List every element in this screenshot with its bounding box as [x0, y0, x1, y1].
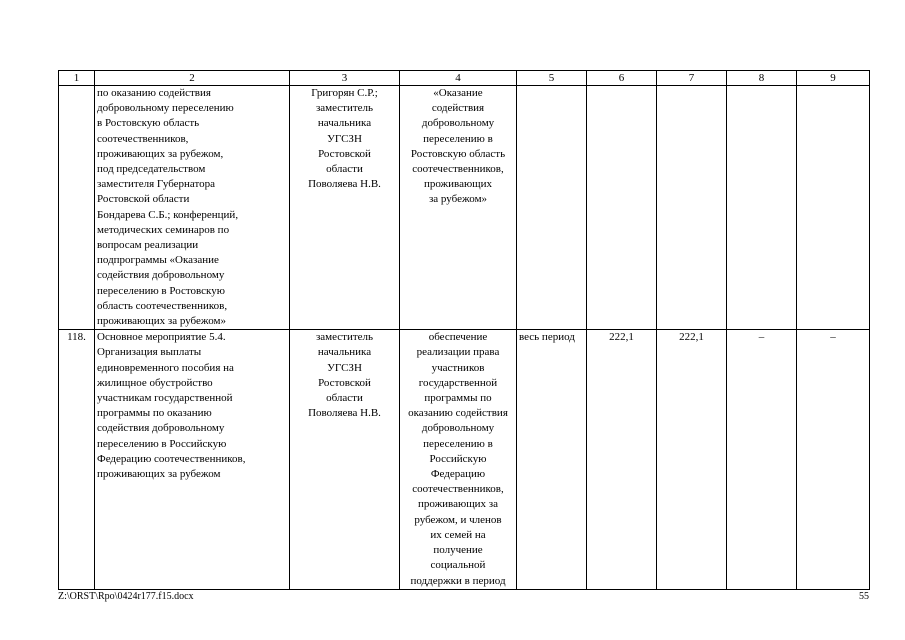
- cell-text-line: начальника: [317, 346, 372, 359]
- value-col-7: [657, 86, 727, 330]
- value-col-8: –: [727, 330, 797, 589]
- col-header-2: 2: [95, 71, 290, 86]
- responsible-executor: [290, 86, 400, 330]
- event-description: [95, 330, 290, 589]
- cell-text-line: в Ростовскую область: [97, 117, 200, 130]
- value-col-6: [587, 86, 657, 330]
- cell-text-line: Основное мероприятие 5.4.: [97, 331, 226, 344]
- cell-text-line: соотечественников,: [412, 483, 504, 496]
- col-header-6: 6: [587, 71, 657, 86]
- cell-text-line: проживающих за рубежом: [97, 468, 221, 481]
- cell-text-line: Ростовской: [318, 147, 371, 160]
- cell-text-line: Организация выплаты: [97, 346, 202, 359]
- cell-text-line: содействия добровольному: [97, 269, 225, 282]
- expected-result: [400, 330, 517, 589]
- cell-text-line: проживающих: [423, 178, 493, 191]
- cell-text-line: Поволяева Н.В.: [308, 407, 381, 420]
- cell-text-line: их семей на: [430, 528, 486, 541]
- col-header-3: 3: [290, 71, 400, 86]
- expected-result: [400, 86, 517, 330]
- cell-text-line: обеспечение: [428, 331, 488, 344]
- cell-text-line: участников: [431, 361, 485, 374]
- cell-text-line: методических семинаров по: [97, 223, 230, 236]
- value-col-6: 222,1: [587, 330, 657, 589]
- document-table: [58, 70, 870, 590]
- col-header-7: 7: [657, 71, 727, 86]
- header-row: [59, 71, 870, 86]
- cell-text-line: по оказанию содействия: [97, 87, 211, 99]
- cell-text-line: социальной: [430, 559, 486, 572]
- cell-text-line: соотечественников,: [97, 132, 189, 145]
- col-header-9: 9: [797, 71, 870, 86]
- cell-text-line: Бондарева С.Б.; конференций,: [97, 208, 239, 221]
- cell-text-line: УГСЗН: [327, 132, 362, 145]
- cell-text-line: содействия добровольному: [97, 422, 225, 435]
- page-number: 55: [859, 591, 869, 602]
- table-row: [59, 86, 870, 330]
- cell-text-line: рубежом, и членов: [414, 513, 502, 526]
- cell-text-line: жилищное обустройство: [97, 376, 213, 389]
- cell-text-line: проживающих за: [417, 498, 499, 511]
- cell-text-line: добровольному: [421, 117, 495, 130]
- cell-text-line: Федерацию: [430, 468, 486, 481]
- cell-text-line: Федерацию соотечественников,: [97, 452, 246, 465]
- cell-text-line: Российскую: [429, 452, 487, 465]
- cell-text-line: области: [326, 163, 363, 176]
- col-header-1: 1: [59, 71, 95, 86]
- cell-text-line: переселению в Российскую: [97, 437, 227, 450]
- cell-text-line: вопросам реализации: [97, 239, 199, 252]
- file-path: Z:\ORST\Rpo\0424r177.f15.docx: [58, 591, 194, 602]
- cell-text-line: проживающих за рубежом»: [97, 315, 226, 328]
- value-col-8: [727, 86, 797, 330]
- cell-text-line: подпрограммы «Оказание: [97, 254, 219, 267]
- cell-text-line: реализации права: [416, 346, 500, 359]
- cell-text-line: переселению в: [423, 437, 493, 450]
- cell-text-line: Ростовскую область: [410, 147, 506, 160]
- cell-text-line: Ростовской: [318, 376, 371, 389]
- cell-text-line: получение: [433, 544, 483, 557]
- table-row: [59, 330, 870, 589]
- cell-text-line: «Оказание: [433, 87, 483, 99]
- cell-text-line: поддержки в период: [410, 574, 506, 587]
- row-number: [59, 86, 95, 330]
- cell-text-line: добровольному: [421, 422, 495, 435]
- cell-text-line: УГСЗН: [327, 361, 362, 374]
- cell-text-line: за рубежом»: [428, 193, 488, 206]
- period-cell: весь период: [517, 330, 587, 589]
- cell-text-line: области: [326, 392, 363, 405]
- cell-text-line: оказанию содействия: [408, 407, 508, 420]
- cell-text-line: переселению в: [423, 132, 493, 145]
- cell-text-line: соотечественников,: [412, 163, 504, 176]
- cell-text-line: программы по: [424, 392, 492, 405]
- col-header-8: 8: [727, 71, 797, 86]
- value-col-9: –: [797, 330, 870, 589]
- cell-text-line: Поволяева Н.В.: [308, 178, 381, 191]
- col-header-4: 4: [400, 71, 517, 86]
- responsible-executor: [290, 330, 400, 589]
- cell-text-line: область соотечественников,: [97, 299, 228, 312]
- cell-text-line: единовременного пособия на: [97, 361, 234, 374]
- cell-text-line: добровольному переселению: [97, 102, 234, 115]
- cell-text-line: государственной: [418, 376, 498, 389]
- cell-text-line: переселению в Ростовскую: [97, 284, 225, 297]
- cell-text-line: проживающих за рубежом,: [97, 147, 224, 160]
- cell-text-line: под председательством: [97, 163, 206, 176]
- cell-text-line: участникам государственной: [97, 392, 233, 405]
- event-description: [95, 86, 290, 330]
- cell-text-line: программы по оказанию: [97, 407, 212, 420]
- col-header-5: 5: [517, 71, 587, 86]
- cell-text-line: Ростовской области: [97, 193, 190, 206]
- cell-text-line: заместитель: [315, 102, 374, 115]
- value-col-9: [797, 86, 870, 330]
- cell-text-line: заместитель: [315, 331, 374, 344]
- cell-text-line: заместителя Губернатора: [97, 178, 216, 191]
- cell-text-line: содействия: [431, 102, 485, 115]
- cell-text-line: начальника: [317, 117, 372, 130]
- value-col-7: 222,1: [657, 330, 727, 589]
- cell-text-line: Григорян С.Р.;: [311, 87, 378, 99]
- row-number: 118.: [59, 330, 95, 589]
- period-cell: [517, 86, 587, 330]
